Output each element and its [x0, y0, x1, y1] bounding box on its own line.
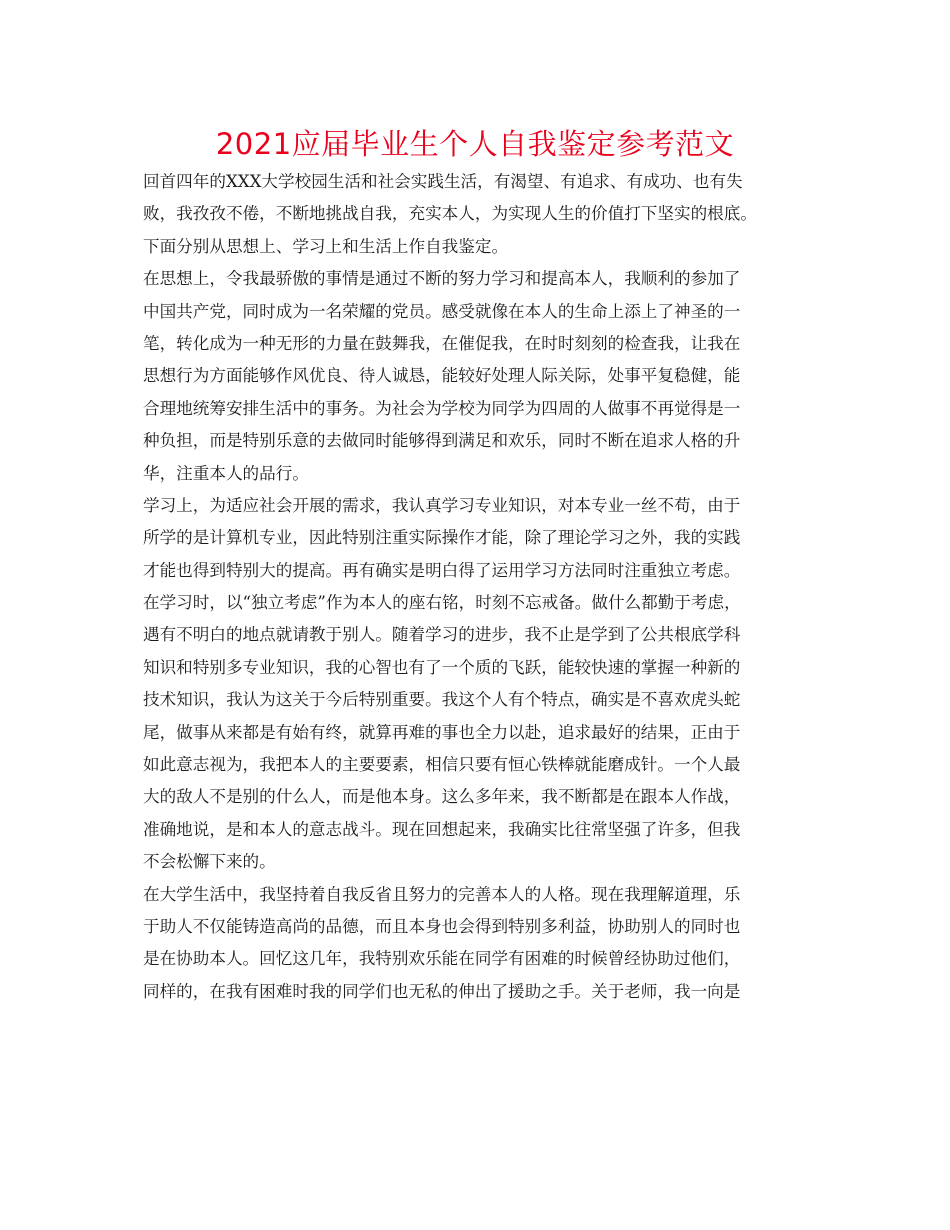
body-line: 大的敌人不是别的什么人，而是他本身。这么多年来，我不断都是在跟本人作战，	[143, 787, 741, 807]
body-line: 于助人不仅能铸造高尚的品德，而且本身也会得到特别多利益，协助别人的同时也	[143, 916, 741, 936]
body-line: 思想行为方面能够作风优良、待人诚恳，能较好处理人际关际，处事平复稳健，能	[143, 366, 741, 386]
body-line: 技术知识，我认为这关于今后特别重要。我这个人有个特点，确实是不喜欢虎头蛇	[143, 690, 741, 710]
body-line: 知识和特别多专业知识，我的心智也有了一个质的飞跃，能较快速的掌握一种新的	[143, 657, 741, 677]
body-line: 在思想上，令我最骄傲的事情是通过不断的努力学习和提高本人，我顺利的参加了	[143, 269, 741, 289]
body-line: 中国共产党，同时成为一名荣耀的党员。感受就像在本人的生命上添上了神圣的一	[143, 301, 741, 321]
body-line: 遇有不明白的地点就请教于别人。随着学习的进步，我不止是学到了公共根底学科	[143, 625, 741, 645]
body-line: 所学的是计算机专业，因此特别注重实际操作才能，除了理论学习之外，我的实践	[143, 528, 741, 548]
body-line: 同样的，在我有困难时我的同学们也无私的伸出了援助之手。关于老师，我一向是	[143, 981, 741, 1001]
body-line: 在大学生活中，我坚持着自我反省且努力的完善本人的人格。现在我理解道理，乐	[143, 884, 741, 904]
body-line: 败，我孜孜不倦，不断地挑战自我，充实本人，为实现人生的价值打下坚实的根底。	[143, 204, 757, 224]
body-line: 在学习时，以“独立考虑”作为本人的座右铭，时刻不忘戒备。做什么都勤于考虑，	[143, 593, 741, 613]
body-line: 合理地统筹安排生活中的事务。为社会为学校为同学为四周的人做事不再觉得是一	[143, 398, 741, 418]
body-line: 下面分别从思想上、学习上和生活上作自我鉴定。	[143, 236, 509, 256]
document-title: 2021应届毕业生个人自我鉴定参考范文	[215, 127, 735, 161]
body-line: 如此意志视为，我把本人的主要要素，相信只要有恒心铁棒就能磨成针。一个人最	[143, 755, 741, 775]
body-line: 才能也得到特别大的提高。再有确实是明白得了运用学习方法同时注重独立考虑。	[143, 560, 741, 580]
body-line: 是在协助本人。回忆这几年，我特别欢乐能在同学有困难的时候曾经协助过他们，	[143, 949, 741, 969]
document-body	[143, 166, 823, 1008]
body-line: 不会松懈下来的。	[143, 852, 276, 872]
body-line: 学习上，为适应社会开展的需求，我认真学习专业知识，对本专业一丝不苟，由于	[143, 495, 741, 515]
body-line: 回首四年的XXX大学校园生活和社会实践生活，有渴望、有追求、有成功、也有失	[143, 172, 743, 191]
body-line: 华，注重本人的品行。	[143, 463, 309, 483]
body-line: 尾，做事从来都是有始有终，就算再难的事也全力以赴，追求最好的结果，正由于	[143, 722, 741, 742]
body-line: 种负担，而是特别乐意的去做同时能够得到满足和欢乐，同时不断在追求人格的升	[143, 431, 741, 451]
body-line: 准确地说，是和本人的意志战斗。现在回想起来，我确实比往常坚强了许多，但我	[143, 819, 741, 839]
body-line: 笔，转化成为一种无形的力量在鼓舞我，在催促我，在时时刻刻的检查我，让我在	[143, 333, 741, 353]
